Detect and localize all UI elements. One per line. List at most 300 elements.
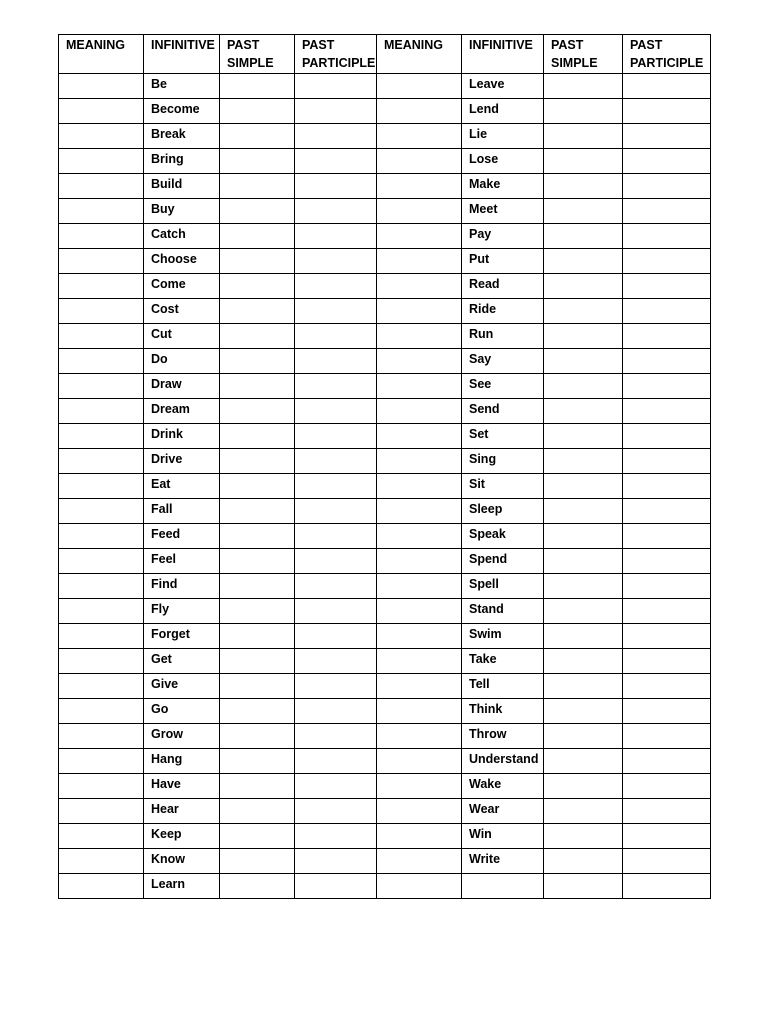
past-participle-cell-right[interactable] [623, 349, 711, 374]
past-participle-cell-right[interactable] [623, 224, 711, 249]
past-participle-cell-left[interactable] [295, 499, 377, 524]
past-participle-cell-right[interactable] [623, 399, 711, 424]
meaning-cell-right[interactable] [377, 124, 462, 149]
past-simple-cell-right[interactable] [544, 499, 623, 524]
verb-infinitive: Sit [469, 477, 485, 491]
infinitive-cell-left [144, 724, 220, 749]
infinitive-cell-left [144, 249, 220, 274]
past-simple-cell-right[interactable] [544, 674, 623, 699]
meaning-cell-left[interactable] [59, 499, 144, 524]
infinitive-cell-right [462, 449, 544, 474]
past-simple-cell-left[interactable] [220, 774, 295, 799]
meaning-cell-right[interactable] [377, 499, 462, 524]
past-simple-cell-right[interactable] [544, 699, 623, 724]
meaning-cell-left[interactable] [59, 674, 144, 699]
meaning-cell-right[interactable] [377, 674, 462, 699]
past-simple-cell-left[interactable] [220, 349, 295, 374]
past-participle-cell-right[interactable] [623, 74, 711, 99]
past-simple-cell-left[interactable] [220, 749, 295, 774]
table-row [59, 699, 711, 724]
infinitive-cell-left [144, 99, 220, 124]
table-row [59, 724, 711, 749]
meaning-cell-right[interactable] [377, 524, 462, 549]
past-simple-cell-right[interactable] [544, 624, 623, 649]
table-row [59, 549, 711, 574]
verb-infinitive: Come [151, 277, 186, 291]
table-row [59, 599, 711, 624]
infinitive-cell-left [144, 349, 220, 374]
infinitive-cell-right [462, 624, 544, 649]
past-participle-cell-left[interactable] [295, 274, 377, 299]
past-participle-cell-left[interactable] [295, 124, 377, 149]
infinitive-cell-right [462, 224, 544, 249]
past-participle-cell-right[interactable] [623, 499, 711, 524]
verb-infinitive: Meet [469, 202, 498, 216]
verb-infinitive: Feel [151, 552, 177, 566]
infinitive-cell-right [462, 674, 544, 699]
meaning-cell-left[interactable] [59, 249, 144, 274]
infinitive-cell-left [144, 824, 220, 849]
verb-infinitive: Speak [469, 527, 506, 541]
verb-infinitive: Make [469, 177, 501, 191]
meaning-cell-left[interactable] [59, 224, 144, 249]
verb-infinitive: Understand [469, 752, 539, 766]
meaning-cell-right[interactable] [377, 774, 462, 799]
past-participle-cell-right[interactable] [623, 799, 711, 824]
past-participle-cell-right[interactable] [623, 99, 711, 124]
past-simple-cell-left[interactable] [220, 399, 295, 424]
meaning-cell-left[interactable] [59, 449, 144, 474]
meaning-cell-right[interactable] [377, 424, 462, 449]
meaning-cell-right[interactable] [377, 699, 462, 724]
past-participle-cell-right[interactable] [623, 274, 711, 299]
past-participle-cell-left[interactable] [295, 299, 377, 324]
meaning-cell-right[interactable] [377, 324, 462, 349]
verb-infinitive: Wear [469, 802, 500, 816]
header-past-simple-left: PAST SIMPLE [220, 35, 295, 74]
meaning-cell-left[interactable] [59, 574, 144, 599]
meaning-cell-left[interactable] [59, 149, 144, 174]
past-participle-cell-left[interactable] [295, 474, 377, 499]
verb-infinitive: Learn [151, 877, 186, 891]
past-participle-cell-left[interactable] [295, 724, 377, 749]
past-simple-cell-left[interactable] [220, 149, 295, 174]
meaning-cell-left[interactable] [59, 524, 144, 549]
past-simple-cell-right[interactable] [544, 174, 623, 199]
past-participle-cell-left[interactable] [295, 174, 377, 199]
meaning-cell-left[interactable] [59, 124, 144, 149]
table-row [59, 174, 711, 199]
meaning-cell-right[interactable] [377, 399, 462, 424]
infinitive-cell-left [144, 374, 220, 399]
past-participle-cell-left[interactable] [295, 599, 377, 624]
past-simple-cell-left[interactable] [220, 549, 295, 574]
past-simple-cell-right[interactable] [544, 574, 623, 599]
past-simple-cell-left[interactable] [220, 649, 295, 674]
past-simple-cell-right[interactable] [544, 649, 623, 674]
past-participle-cell-right[interactable] [623, 124, 711, 149]
infinitive-cell-right [462, 574, 544, 599]
meaning-cell-left[interactable] [59, 99, 144, 124]
past-participle-cell-right[interactable] [623, 774, 711, 799]
past-simple-cell-right[interactable] [544, 724, 623, 749]
meaning-cell-left[interactable] [59, 599, 144, 624]
table-row [59, 224, 711, 249]
verb-infinitive: Catch [151, 227, 186, 241]
past-participle-cell-right[interactable] [623, 149, 711, 174]
verb-infinitive [469, 874, 543, 875]
past-participle-cell-left[interactable] [295, 449, 377, 474]
past-simple-cell-right[interactable] [544, 549, 623, 574]
past-simple-cell-left[interactable] [220, 699, 295, 724]
verb-infinitive: Read [469, 277, 500, 291]
past-simple-cell-left[interactable] [220, 724, 295, 749]
past-simple-cell-right[interactable] [544, 124, 623, 149]
past-simple-cell-left[interactable] [220, 374, 295, 399]
past-simple-cell-left[interactable] [220, 199, 295, 224]
past-simple-cell-right[interactable] [544, 324, 623, 349]
table-row [59, 199, 711, 224]
verb-infinitive: Choose [151, 252, 197, 266]
past-participle-cell-left[interactable] [295, 824, 377, 849]
verb-infinitive: Lie [469, 127, 488, 141]
meaning-cell-right[interactable] [377, 574, 462, 599]
meaning-cell-left[interactable] [59, 649, 144, 674]
past-participle-cell-right[interactable] [623, 599, 711, 624]
past-participle-cell-left[interactable] [295, 849, 377, 874]
meaning-cell-right[interactable] [377, 549, 462, 574]
past-simple-cell-left[interactable] [220, 524, 295, 549]
past-participle-cell-left[interactable] [295, 699, 377, 724]
past-simple-cell-left[interactable] [220, 424, 295, 449]
infinitive-cell-right [462, 599, 544, 624]
past-participle-cell-left[interactable] [295, 399, 377, 424]
meaning-cell-right[interactable] [377, 474, 462, 499]
verb-infinitive: Lend [469, 102, 499, 116]
table-row [59, 774, 711, 799]
meaning-cell-left[interactable] [59, 549, 144, 574]
table-row [59, 399, 711, 424]
past-simple-cell-left[interactable] [220, 449, 295, 474]
verb-infinitive: Write [469, 852, 501, 866]
infinitive-cell-left [144, 699, 220, 724]
meaning-cell-left[interactable] [59, 74, 144, 99]
past-simple-cell-left[interactable] [220, 274, 295, 299]
meaning-cell-right[interactable] [377, 174, 462, 199]
past-simple-cell-right[interactable] [544, 599, 623, 624]
past-simple-cell-right[interactable] [544, 749, 623, 774]
meaning-cell-left[interactable] [59, 699, 144, 724]
meaning-cell-left[interactable] [59, 874, 144, 899]
past-participle-cell-left[interactable] [295, 74, 377, 99]
table-row [59, 574, 711, 599]
verb-infinitive: See [469, 377, 492, 391]
past-simple-cell-right[interactable] [544, 299, 623, 324]
past-participle-cell-left[interactable] [295, 424, 377, 449]
past-participle-cell-left[interactable] [295, 349, 377, 374]
past-participle-cell-right[interactable] [623, 699, 711, 724]
past-simple-cell-left[interactable] [220, 499, 295, 524]
past-simple-cell-right[interactable] [544, 374, 623, 399]
infinitive-cell-right [462, 724, 544, 749]
verb-infinitive: Do [151, 352, 168, 366]
past-participle-cell-right[interactable] [623, 449, 711, 474]
past-participle-cell-right[interactable] [623, 474, 711, 499]
past-participle-cell-left[interactable] [295, 799, 377, 824]
past-simple-cell-right[interactable] [544, 524, 623, 549]
past-simple-cell-left[interactable] [220, 624, 295, 649]
verb-infinitive: Say [469, 352, 492, 366]
past-simple-cell-right[interactable] [544, 199, 623, 224]
meaning-cell-left[interactable] [59, 724, 144, 749]
verb-infinitive: Ride [469, 302, 497, 316]
verb-infinitive: Think [469, 702, 503, 716]
infinitive-cell-right [462, 749, 544, 774]
past-participle-cell-right[interactable] [623, 524, 711, 549]
table-row [59, 749, 711, 774]
past-simple-cell-left[interactable] [220, 249, 295, 274]
header-infinitive-right: INFINITIVE [462, 35, 544, 74]
past-simple-cell-left[interactable] [220, 124, 295, 149]
meaning-cell-right[interactable] [377, 74, 462, 99]
past-participle-cell-left[interactable] [295, 574, 377, 599]
meaning-cell-right[interactable] [377, 724, 462, 749]
meaning-cell-left[interactable] [59, 199, 144, 224]
verb-infinitive: Hang [151, 752, 183, 766]
table-row [59, 799, 711, 824]
verb-infinitive: Grow [151, 727, 183, 741]
verb-infinitive: Run [469, 327, 494, 341]
past-participle-cell-left[interactable] [295, 774, 377, 799]
past-simple-cell-left[interactable] [220, 674, 295, 699]
verb-infinitive: Swim [469, 627, 502, 641]
past-participle-cell-right[interactable] [623, 849, 711, 874]
past-simple-cell-right[interactable] [544, 349, 623, 374]
verb-infinitive: Have [151, 777, 181, 791]
meaning-cell-right[interactable] [377, 99, 462, 124]
past-simple-cell-right[interactable] [544, 449, 623, 474]
meaning-cell-left[interactable] [59, 324, 144, 349]
past-participle-cell-left[interactable] [295, 624, 377, 649]
past-participle-cell-left[interactable] [295, 649, 377, 674]
header-past-participle-right: PAST PARTICIPLE [623, 35, 711, 74]
past-simple-cell-left[interactable] [220, 474, 295, 499]
meaning-cell-right[interactable] [377, 349, 462, 374]
past-simple-cell-left[interactable] [220, 99, 295, 124]
infinitive-cell-right [462, 424, 544, 449]
past-simple-cell-right[interactable] [544, 74, 623, 99]
verb-infinitive: Lose [469, 152, 499, 166]
past-simple-cell-right[interactable] [544, 874, 623, 899]
past-participle-cell-left[interactable] [295, 199, 377, 224]
past-participle-cell-left[interactable] [295, 549, 377, 574]
infinitive-cell-left [144, 274, 220, 299]
past-participle-cell-left[interactable] [295, 224, 377, 249]
infinitive-cell-right [462, 524, 544, 549]
past-simple-cell-right[interactable] [544, 149, 623, 174]
meaning-cell-left[interactable] [59, 474, 144, 499]
meaning-cell-left[interactable] [59, 849, 144, 874]
verb-infinitive: Throw [469, 727, 507, 741]
past-participle-cell-left[interactable] [295, 749, 377, 774]
past-participle-cell-right[interactable] [623, 199, 711, 224]
past-simple-cell-right[interactable] [544, 224, 623, 249]
meaning-cell-left[interactable] [59, 824, 144, 849]
past-simple-cell-right[interactable] [544, 774, 623, 799]
verb-infinitive: Break [151, 127, 186, 141]
verb-infinitive: Spend [469, 552, 508, 566]
past-simple-cell-left[interactable] [220, 174, 295, 199]
past-participle-cell-right[interactable] [623, 824, 711, 849]
meaning-cell-right[interactable] [377, 299, 462, 324]
past-simple-cell-left[interactable] [220, 324, 295, 349]
past-participle-cell-left[interactable] [295, 674, 377, 699]
past-simple-cell-left[interactable] [220, 849, 295, 874]
table-row [59, 449, 711, 474]
past-simple-cell-left[interactable] [220, 74, 295, 99]
table-row [59, 824, 711, 849]
meaning-cell-right[interactable] [377, 649, 462, 674]
past-simple-cell-right[interactable] [544, 274, 623, 299]
infinitive-cell-left [144, 474, 220, 499]
meaning-cell-right[interactable] [377, 224, 462, 249]
meaning-cell-left[interactable] [59, 374, 144, 399]
past-participle-cell-right[interactable] [623, 574, 711, 599]
past-simple-cell-right[interactable] [544, 849, 623, 874]
verb-infinitive: Hear [151, 802, 179, 816]
meaning-cell-right[interactable] [377, 874, 462, 899]
meaning-cell-right[interactable] [377, 599, 462, 624]
past-participle-cell-left[interactable] [295, 874, 377, 899]
infinitive-cell-left [144, 449, 220, 474]
past-simple-cell-left[interactable] [220, 299, 295, 324]
verb-infinitive: Keep [151, 827, 182, 841]
verb-infinitive: Set [469, 427, 489, 441]
past-participle-cell-right[interactable] [623, 724, 711, 749]
past-participle-cell-right[interactable] [623, 549, 711, 574]
infinitive-cell-right [462, 99, 544, 124]
meaning-cell-left[interactable] [59, 174, 144, 199]
verb-infinitive: Tell [469, 677, 490, 691]
past-participle-cell-right[interactable] [623, 299, 711, 324]
verb-infinitive: Know [151, 852, 186, 866]
meaning-cell-left[interactable] [59, 399, 144, 424]
past-simple-cell-right[interactable] [544, 824, 623, 849]
infinitive-cell-left [144, 424, 220, 449]
past-participle-cell-left[interactable] [295, 524, 377, 549]
infinitive-cell-left [144, 799, 220, 824]
infinitive-cell-right [462, 874, 544, 899]
infinitive-cell-left [144, 674, 220, 699]
past-simple-cell-right[interactable] [544, 799, 623, 824]
meaning-cell-left[interactable] [59, 299, 144, 324]
meaning-cell-right[interactable] [377, 249, 462, 274]
past-participle-cell-right[interactable] [623, 874, 711, 899]
meaning-cell-right[interactable] [377, 149, 462, 174]
infinitive-cell-left [144, 224, 220, 249]
table-row [59, 74, 711, 99]
past-simple-cell-right[interactable] [544, 249, 623, 274]
past-participle-cell-right[interactable] [623, 649, 711, 674]
infinitive-cell-right [462, 399, 544, 424]
verb-infinitive: Get [151, 652, 172, 666]
past-simple-cell-right[interactable] [544, 424, 623, 449]
past-participle-cell-right[interactable] [623, 249, 711, 274]
meaning-cell-right[interactable] [377, 749, 462, 774]
verb-infinitive: Go [151, 702, 169, 716]
past-participle-cell-left[interactable] [295, 374, 377, 399]
past-simple-cell-right[interactable] [544, 399, 623, 424]
infinitive-cell-left [144, 849, 220, 874]
past-participle-cell-right[interactable] [623, 424, 711, 449]
past-participle-cell-left[interactable] [295, 149, 377, 174]
header-meaning-right: MEANING [377, 35, 462, 74]
past-participle-cell-left[interactable] [295, 249, 377, 274]
verb-infinitive: Find [151, 577, 178, 591]
past-simple-cell-right[interactable] [544, 474, 623, 499]
past-simple-cell-left[interactable] [220, 874, 295, 899]
meaning-cell-right[interactable] [377, 624, 462, 649]
infinitive-cell-right [462, 374, 544, 399]
infinitive-cell-left [144, 149, 220, 174]
meaning-cell-right[interactable] [377, 374, 462, 399]
past-participle-cell-left[interactable] [295, 99, 377, 124]
meaning-cell-right[interactable] [377, 274, 462, 299]
past-participle-cell-left[interactable] [295, 324, 377, 349]
infinitive-cell-right [462, 174, 544, 199]
meaning-cell-right[interactable] [377, 849, 462, 874]
meaning-cell-left[interactable] [59, 274, 144, 299]
past-participle-cell-right[interactable] [623, 749, 711, 774]
table-row [59, 849, 711, 874]
meaning-cell-left[interactable] [59, 624, 144, 649]
verb-infinitive: Stand [469, 602, 504, 616]
past-participle-cell-right[interactable] [623, 324, 711, 349]
meaning-cell-right[interactable] [377, 824, 462, 849]
meaning-cell-left[interactable] [59, 799, 144, 824]
infinitive-cell-right [462, 799, 544, 824]
past-simple-cell-left[interactable] [220, 799, 295, 824]
table-row [59, 274, 711, 299]
meaning-cell-right[interactable] [377, 199, 462, 224]
past-simple-cell-left[interactable] [220, 599, 295, 624]
infinitive-cell-left [144, 574, 220, 599]
past-simple-cell-left[interactable] [220, 824, 295, 849]
infinitive-cell-left [144, 624, 220, 649]
past-participle-cell-right[interactable] [623, 174, 711, 199]
header-meaning-left: MEANING [59, 35, 144, 74]
past-simple-cell-right[interactable] [544, 99, 623, 124]
infinitive-cell-right [462, 274, 544, 299]
past-participle-cell-right[interactable] [623, 674, 711, 699]
meaning-cell-right[interactable] [377, 449, 462, 474]
table-row [59, 149, 711, 174]
meaning-cell-left[interactable] [59, 749, 144, 774]
verb-infinitive: Put [469, 252, 490, 266]
verb-infinitive: Dream [151, 402, 190, 416]
past-simple-cell-left[interactable] [220, 224, 295, 249]
past-simple-cell-left[interactable] [220, 574, 295, 599]
verb-infinitive: Cost [151, 302, 179, 316]
past-participle-cell-right[interactable] [623, 624, 711, 649]
table-row [59, 524, 711, 549]
meaning-cell-right[interactable] [377, 799, 462, 824]
past-participle-cell-right[interactable] [623, 374, 711, 399]
verb-infinitive: Fall [151, 502, 173, 516]
meaning-cell-left[interactable] [59, 349, 144, 374]
meaning-cell-left[interactable] [59, 424, 144, 449]
meaning-cell-left[interactable] [59, 774, 144, 799]
